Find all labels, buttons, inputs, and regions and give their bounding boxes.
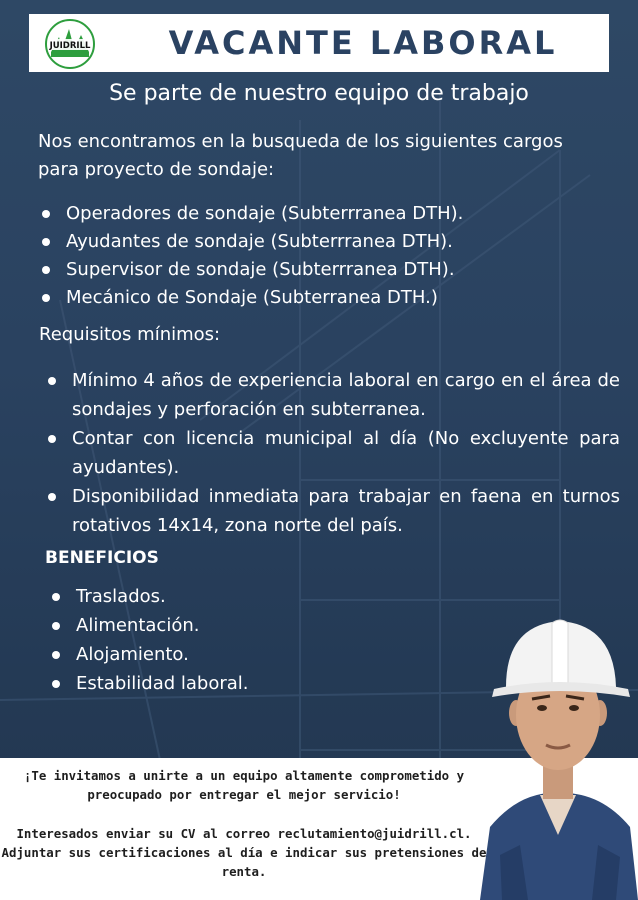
intro-text: Nos encontramos en la busqueda de los siguientes cargos para proyecto de sondaje: [38, 131, 563, 180]
bullet-icon [52, 593, 60, 601]
bullet-icon [42, 238, 50, 246]
bullet-icon [52, 651, 60, 659]
bullet-icon [48, 435, 56, 443]
list-item: Supervisor de sondaje (Subterrranea DTH). [42, 256, 602, 284]
bullet-icon [42, 266, 50, 274]
list-item: Estabilidad laboral. [52, 669, 249, 698]
list-item: Alimentación. [52, 611, 249, 640]
bullet-icon [52, 680, 60, 688]
header-banner [29, 14, 609, 72]
page-title: VACANTE LABORAL [168, 24, 558, 62]
list-item: Ayudantes de sondaje (Subterrranea DTH). [42, 228, 602, 256]
positions-list [42, 200, 602, 312]
benefits-list [52, 582, 249, 698]
list-item: Contar con licencia municipal al día (No excluyente para ayudantes). [48, 424, 620, 482]
list-item: Traslados. [52, 582, 249, 611]
list-item: Mecánico de Sondaje (Subterranea DTH.) [42, 284, 602, 312]
list-item: Mínimo 4 años de experiencia laboral en cargo en el área de sondajes y perforación en subterranea. [48, 366, 620, 424]
bullet-icon [42, 210, 50, 218]
list-item: Operadores de sondaje (Subterrranea DTH). [42, 200, 602, 228]
list-item: Disponibilidad inmediata para trabajar en faena en turnos rotativos 14x14, zona norte del país. [48, 482, 620, 540]
invite-text: ¡Te invitamos a unirte a un equipo altamente comprometido y preocupado por entregar el mejor servicio! [23, 768, 465, 802]
logo-text: JUIDRILL [49, 41, 91, 51]
requirements-list [48, 366, 620, 540]
bullet-icon [48, 493, 56, 501]
construction-worker-image [480, 595, 638, 900]
list-item: Alojamiento. [52, 640, 249, 669]
bullet-icon [52, 622, 60, 630]
subtitle: Se parte de nuestro equipo de trabajo [109, 81, 529, 106]
bullet-icon [42, 294, 50, 302]
bullet-icon [48, 377, 56, 385]
drill-rig-logo-icon [45, 19, 95, 69]
benefits-title: BENEFICIOS [45, 548, 159, 568]
contact-text: Interesados enviar su CV al correo reclutamiento@juidrill.cl. Adjuntar sus certificaciones al día e indicar sus pretensiones de renta. [1, 826, 487, 879]
requirements-title: Requisitos mínimos: [39, 324, 221, 345]
